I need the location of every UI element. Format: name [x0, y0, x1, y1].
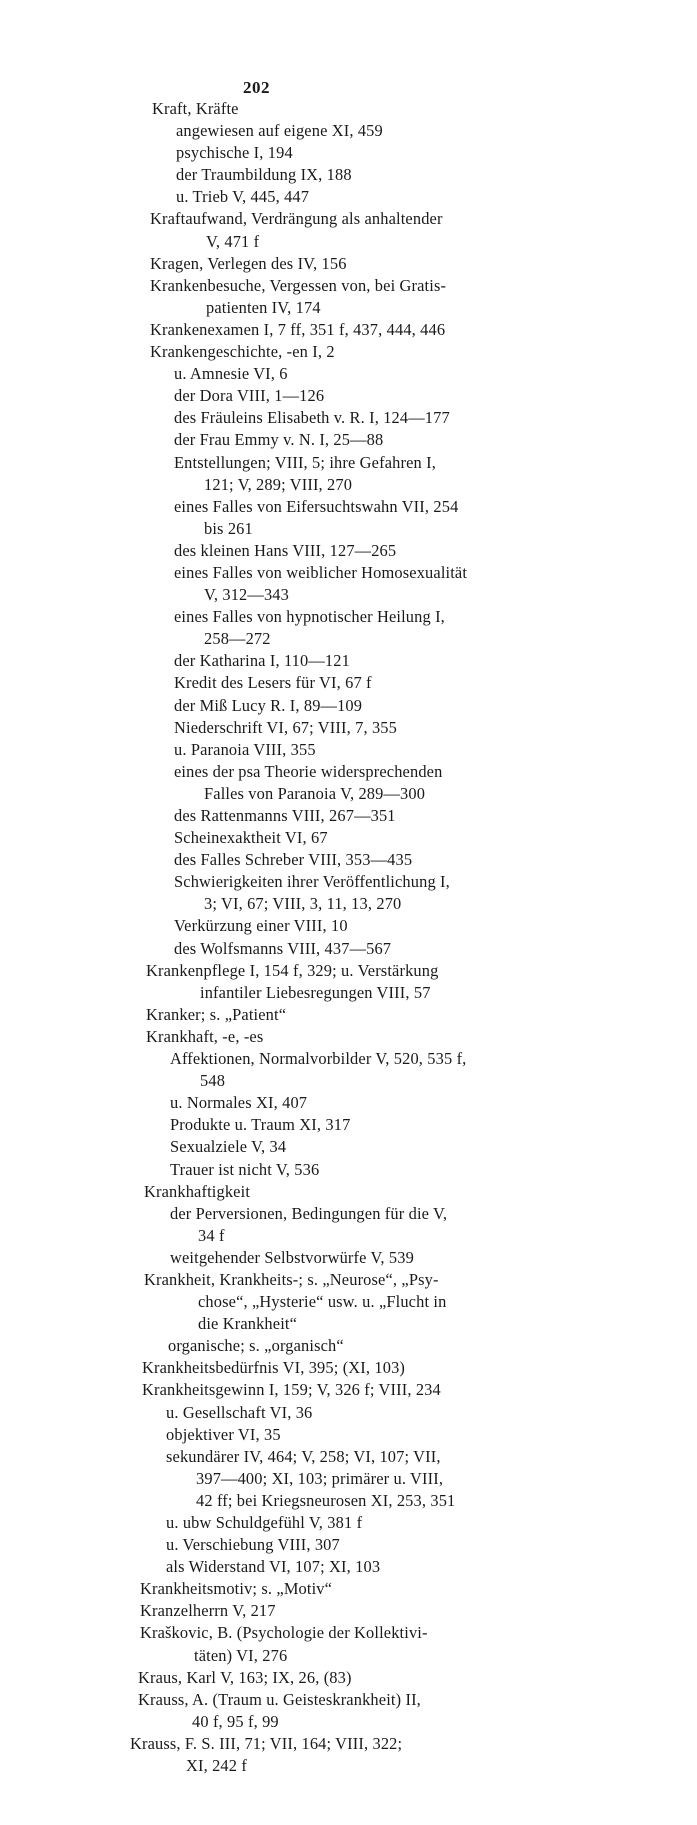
index-entry-text: Schwierigkeiten ihrer Veröffentlichung I,: [174, 872, 450, 892]
index-entry-text: Krauss, F. S. III, 71; VII, 164; VIII, 322;: [130, 1733, 403, 1753]
index-entry-text: Verkürzung einer VIII, 10: [174, 916, 348, 936]
index-entry-text: der Perversionen, Bedingungen für die V,: [170, 1203, 448, 1223]
index-entry-text: Krankenbesuche, Vergessen von, bei Gratis-: [150, 275, 447, 295]
index-entry: [0, 1114, 697, 1136]
index-entry: [0, 319, 697, 341]
index-entry: [0, 1136, 697, 1158]
index-entry-text: psychische I, 194: [176, 143, 293, 163]
index-entry-text: des Fräuleins Elisabeth v. R. I, 124—177: [174, 408, 450, 428]
page-number: 202: [243, 78, 270, 97]
index-list: [0, 98, 697, 1777]
index-entry: [0, 761, 697, 783]
index-entry: [0, 1070, 697, 1092]
index-entry-text: organische; s. „organisch“: [168, 1336, 344, 1356]
index-entry: [0, 1004, 697, 1026]
index-entry-text: die Krankheit“: [198, 1314, 298, 1334]
index-entry: [0, 938, 697, 960]
index-entry-text: der Katharina I, 110—121: [174, 651, 350, 671]
index-entry: [0, 982, 697, 1004]
index-entry: [0, 1645, 697, 1667]
index-entry-text: patienten IV, 174: [206, 297, 321, 317]
index-entry-text: Krankheitsgewinn I, 159; V, 326 f; VIII, 234: [142, 1380, 441, 1400]
index-entry-text: u. Gesellschaft VI, 36: [166, 1402, 313, 1422]
index-entry: [0, 1556, 697, 1578]
index-entry: [0, 186, 697, 208]
index-entry: [0, 650, 697, 672]
index-entry: [0, 429, 697, 451]
index-entry: [0, 1755, 697, 1777]
index-entry: [0, 1689, 697, 1711]
index-entry-text: Kraftaufwand, Verdrängung als anhaltender: [150, 209, 443, 229]
index-entry-text: XI, 242 f: [186, 1756, 247, 1776]
index-entry: [0, 1534, 697, 1556]
index-entry: [0, 474, 697, 496]
index-entry-text: täten) VI, 276: [194, 1645, 288, 1665]
index-entry-text: 40 f, 95 f, 99: [192, 1711, 279, 1731]
index-entry-text: Kraus, Karl V, 163; IX, 26, (83): [138, 1667, 352, 1687]
index-entry-text: angewiesen auf eigene XI, 459: [176, 121, 383, 141]
index-entry-text: Trauer ist nicht V, 536: [170, 1159, 320, 1179]
index-entry-text: chose“, „Hysterie“ usw. u. „Flucht in: [198, 1292, 447, 1312]
index-entry: [0, 1335, 697, 1357]
index-entry-text: Krankenexamen I, 7 ff, 351 f, 437, 444, 446: [150, 319, 446, 339]
index-entry: [0, 1468, 697, 1490]
index-entry: [0, 120, 697, 142]
index-entry-text: 34 f: [198, 1225, 225, 1245]
index-entry: [0, 385, 697, 407]
index-entry-text: Kredit des Lesers für VI, 67 f: [174, 673, 372, 693]
index-entry: [0, 871, 697, 893]
index-entry: [0, 1357, 697, 1379]
index-entry-text: Entstellungen; VIII, 5; ihre Gefahren I,: [174, 452, 436, 472]
index-entry: [0, 98, 697, 120]
index-entry: [0, 452, 697, 474]
index-entry-text: infantiler Liebesregungen VIII, 57: [200, 982, 431, 1002]
index-entry-text: eines der psa Theorie widersprechenden: [174, 761, 443, 781]
index-entry-text: des Wolfsmanns VIII, 437—567: [174, 938, 392, 958]
index-entry-text: V, 312—343: [204, 585, 289, 605]
index-entry-text: Falles von Paranoia V, 289—300: [204, 783, 426, 803]
index-entry: [0, 1446, 697, 1468]
index-entry-text: Krankheitsmotiv; s. „Motiv“: [140, 1579, 333, 1599]
index-entry-text: Krankheit, Krankheits-; s. „Neurose“, „Psy-: [144, 1269, 439, 1289]
index-entry: [0, 849, 697, 871]
index-entry: [0, 960, 697, 982]
index-entry: [0, 717, 697, 739]
index-entry: [0, 606, 697, 628]
index-entry: [0, 1203, 697, 1225]
index-entry: [0, 672, 697, 694]
index-entry: [0, 1247, 697, 1269]
index-entry-text: der Miß Lucy R. I, 89—109: [174, 695, 363, 715]
index-entry-text: u. ubw Schuldgefühl V, 381 f: [166, 1513, 363, 1532]
index-entry-text: Krauss, A. (Traum u. Geisteskrankheit) II,: [138, 1689, 421, 1709]
index-entry: [0, 783, 697, 805]
index-entry: [0, 1313, 697, 1335]
index-entry-text: Kranker; s. „Patient“: [146, 1004, 287, 1024]
index-entry: [0, 275, 697, 297]
index-entry: [0, 1092, 697, 1114]
index-entry: [0, 253, 697, 275]
index-entry-text: Affektionen, Normalvorbilder V, 520, 535 f,: [170, 1049, 467, 1069]
index-entry: [0, 407, 697, 429]
index-entry: [0, 1578, 697, 1600]
index-entry: [0, 540, 697, 562]
index-entry-text: der Traumbildung IX, 188: [176, 165, 352, 185]
index-entry-text: eines Falles von hypnotischer Heilung I,: [174, 607, 445, 627]
index-entry: [0, 1733, 697, 1755]
index-entry-text: des Falles Schreber VIII, 353—435: [174, 850, 413, 870]
index-entry: [0, 1181, 697, 1203]
index-entry: [0, 893, 697, 915]
index-entry: [0, 1026, 697, 1048]
index-entry-text: Niederschrift VI, 67; VIII, 7, 355: [174, 717, 397, 737]
index-entry-text: Kraft, Kräfte: [152, 99, 239, 118]
index-entry-text: objektiver VI, 35: [166, 1424, 281, 1444]
index-entry-text: bis 261: [204, 518, 253, 538]
index-entry-text: der Frau Emmy v. N. I, 25—88: [174, 430, 384, 450]
index-entry-text: Kraškovic, B. (Psychologie der Kollektivi-: [140, 1623, 428, 1643]
index-entry-text: V, 471 f: [206, 231, 260, 251]
index-entry: [0, 827, 697, 849]
index-entry-text: u. Paranoia VIII, 355: [174, 739, 316, 759]
index-entry-text: Scheinexaktheit VI, 67: [174, 828, 328, 848]
index-entry-text: sekundärer IV, 464; V, 258; VI, 107; VII,: [166, 1446, 441, 1466]
index-entry: [0, 1490, 697, 1512]
index-entry: [0, 1048, 697, 1070]
index-entry: [0, 739, 697, 761]
index-entry: [0, 1711, 697, 1733]
index-entry-text: Krankheitsbedürfnis VI, 395; (XI, 103): [142, 1358, 406, 1378]
index-entry-text: u. Trieb V, 445, 447: [176, 187, 310, 207]
index-entry-text: Kranzelherrn V, 217: [140, 1601, 276, 1621]
index-entry: [0, 164, 697, 186]
index-entry-text: u. Normales XI, 407: [170, 1093, 308, 1113]
index-entry-text: der Dora VIII, 1—126: [174, 386, 325, 406]
index-entry: [0, 297, 697, 319]
index-entry-text: 548: [200, 1071, 226, 1091]
index-entry-text: des Rattenmanns VIII, 267—351: [174, 806, 396, 825]
index-entry-text: Krankhaft, -e, -es: [146, 1026, 264, 1046]
index-entry-text: Produkte u. Traum XI, 317: [170, 1115, 351, 1135]
index-entry: [0, 142, 697, 164]
index-entry: [0, 1424, 697, 1446]
index-entry: [0, 1379, 697, 1401]
index-entry: [0, 231, 697, 253]
index-entry: [0, 1269, 697, 1291]
index-entry-text: 397—400; XI, 103; primärer u. VIII,: [196, 1468, 444, 1488]
index-entry: [0, 562, 697, 584]
index-entry: [0, 341, 697, 363]
index-entry: [0, 628, 697, 650]
index-entry: [0, 695, 697, 717]
index-entry-text: 42 ff; bei Kriegsneurosen XI, 253, 351: [196, 1490, 456, 1510]
index-entry-text: 121; V, 289; VIII, 270: [204, 474, 353, 494]
index-entry-text: u. Verschiebung VIII, 307: [166, 1535, 340, 1555]
index-entry: [0, 1622, 697, 1644]
index-entry-text: eines Falles von Eifersuchtswahn VII, 254: [174, 496, 459, 516]
index-entry: [0, 805, 697, 827]
index-entry: [0, 363, 697, 385]
index-entry-text: des kleinen Hans VIII, 127—265: [174, 540, 397, 560]
index-entry-text: Kragen, Verlegen des IV, 156: [150, 253, 347, 273]
index-entry-text: weitgehender Selbstvorwürfe V, 539: [170, 1247, 414, 1267]
index-entry-text: eines Falles von weiblicher Homosexualität: [174, 562, 468, 582]
index-entry-text: u. Amnesie VI, 6: [174, 364, 288, 384]
index-entry-text: Sexualziele V, 34: [170, 1137, 287, 1157]
index-entry-text: Krankenpflege I, 154 f, 329; u. Verstärkung: [146, 960, 439, 980]
index-entry-text: Krankengeschichte, -en I, 2: [150, 342, 335, 362]
index-entry: [0, 1291, 697, 1313]
index-entry: [0, 1600, 697, 1622]
index-entry: [0, 1225, 697, 1247]
index-entry-text: als Widerstand VI, 107; XI, 103: [166, 1557, 381, 1577]
index-entry: [0, 518, 697, 540]
index-entry: [0, 1512, 697, 1534]
index-entry-text: Krankhaftigkeit: [144, 1181, 251, 1201]
index-entry: [0, 1402, 697, 1424]
index-entry-text: 3; VI, 67; VIII, 3, 11, 13, 270: [204, 894, 402, 914]
index-entry: [0, 584, 697, 606]
index-entry: [0, 1667, 697, 1689]
index-entry: [0, 915, 697, 937]
index-entry: [0, 496, 697, 518]
index-entry: [0, 208, 697, 230]
index-entry-text: 258—272: [204, 629, 271, 649]
index-entry: [0, 1159, 697, 1181]
